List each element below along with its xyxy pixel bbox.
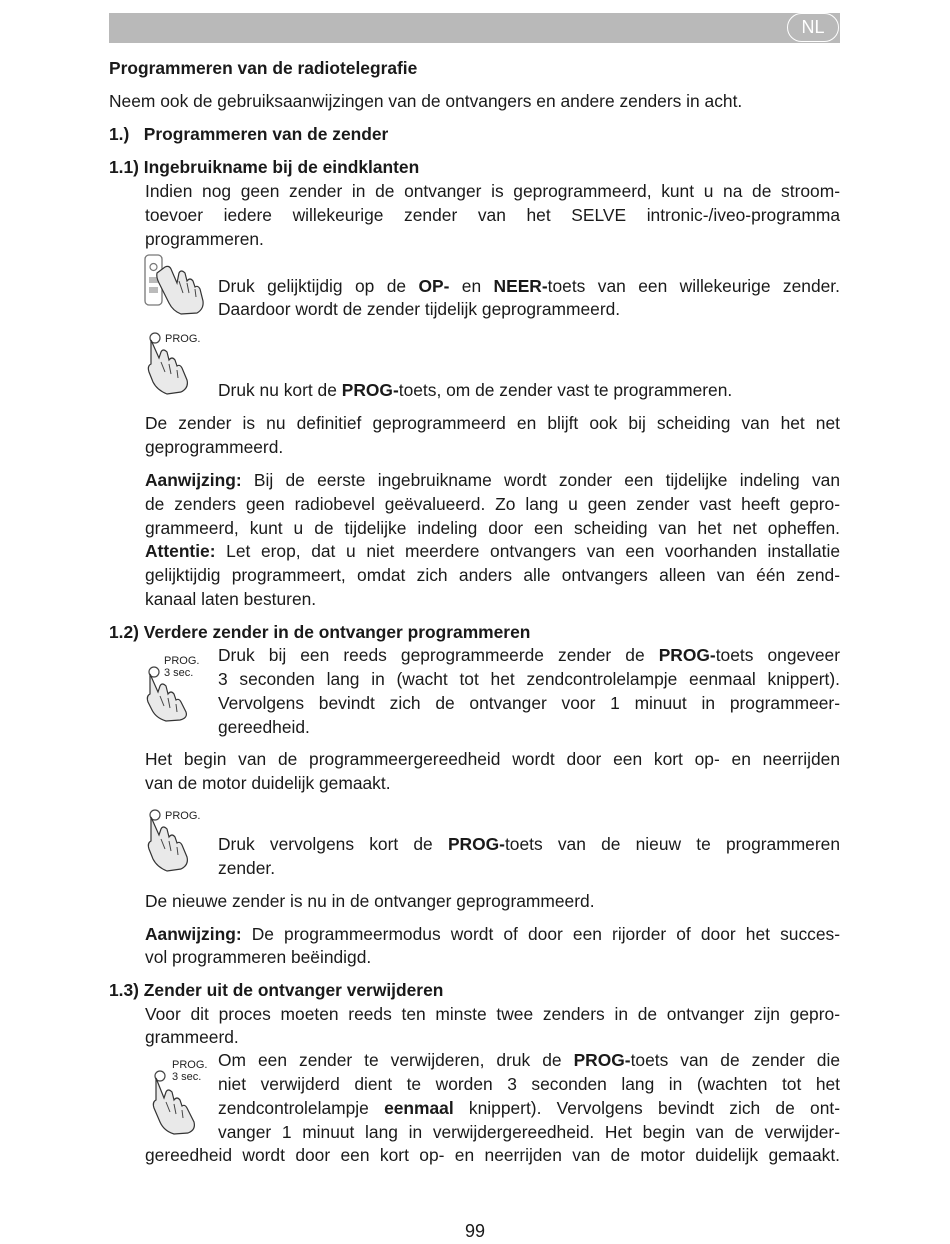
page-title: Programmeren van de radiotelegrafie: [109, 58, 418, 78]
s12-step1-line1: Druk bij een reeds geprogrammeerde zender de PROG-toets ongeveer: [218, 645, 840, 665]
section-1-2-heading: 1.2) Verdere zender in de ontvanger programmeren: [109, 622, 531, 642]
s11-step1-line1: Druk gelijktijdig op de OP- en NEER-toets van een willekeurige zender.: [218, 276, 840, 296]
prog-hand-icon: [145, 328, 211, 396]
page-number: 99: [464, 1221, 486, 1241]
hand-label: PROG.: [165, 333, 201, 345]
s12-step2-line1: Druk vervolgens kort de PROG-toets van de nieuw te programmeren: [218, 834, 840, 854]
s11-p2-line1: De zender is nu definitief geprogrammeerd en blijft ook bij scheiding van het net: [145, 413, 840, 433]
s12-p1-line1: Het begin van de programmeergereedheid wordt door een kort op- en neerrijden: [145, 749, 840, 769]
s13-p1-line1: Voor dit proces moeten reeds ten minste twee zenders in de ontvanger zijn gepro-: [145, 1004, 840, 1024]
hand-label-prog-2: PROG.: [172, 1059, 208, 1071]
hand-label-2: PROG.: [165, 810, 201, 822]
s11-attn-line2: gelijktijdig programmeert, omdat zich anders alle ontvangers alleen van één zend-: [145, 565, 840, 585]
s12-step1-line4: gereedheid.: [218, 717, 310, 737]
hand-label-duration: 3 sec.: [164, 667, 194, 679]
s11-p1-line2: toevoer iedere willekeurige zender van het SELVE intronic-/iveo-programma: [145, 205, 840, 225]
s13-step-line1: Om een zender te verwijderen, druk de PROG-toets van de zender die: [218, 1050, 840, 1070]
section-1-1-heading: 1.1) Ingebruikname bij de eindklanten: [109, 157, 420, 177]
s13-step-line3: zendcontrolelampje eenmaal knippert). Vervolgens bevindt zich de ont-: [218, 1098, 840, 1118]
header-bar: [109, 13, 840, 43]
s11-attn-line1: Attentie: Let erop, dat u niet meerdere ontvangers van een voorhanden installatie: [145, 541, 840, 561]
prog-hand-icon-2: [145, 805, 211, 873]
s12-step2-line2: zender.: [218, 858, 276, 878]
s11-step1-line2: Daardoor wordt de zender tijdelijk geprogrammeerd.: [218, 299, 621, 319]
section-1-heading: 1.) Programmeren van de zender: [109, 124, 389, 144]
s13-step-line2: niet verwijderd dient te worden 3 seconden lang in (wachten tot het: [218, 1074, 840, 1094]
hand-label-duration-2: 3 sec.: [172, 1071, 202, 1083]
s11-attn-line3: kanaal laten besturen.: [145, 589, 317, 609]
s11-note-line2: de zenders geen radiobevel geëvalueerd. Zo lang u geen zender vast heeft gepro-: [145, 494, 840, 514]
prog-3sec-hand-icon-2: [150, 1056, 216, 1136]
intro-text: Neem ook de gebruiksaanwijzingen van de ontvangers en andere zenders in acht.: [109, 91, 743, 111]
s13-p1-line2: grammeerd.: [145, 1027, 239, 1047]
section-1-3-heading: 1.3) Zender uit de ontvanger verwijderen: [109, 980, 444, 1000]
language-badge: NL: [787, 13, 839, 42]
s12-note-line1: Aanwijzing: De programmeermodus wordt of door een rijorder of door het succes-: [145, 924, 840, 944]
remote-hand-icon: [143, 253, 209, 315]
s11-step2-text: Druk nu kort de PROG-toets, om de zender vast te programmeren.: [218, 380, 733, 400]
s11-note-line3: grammeerd, kunt u de tijdelijke indeling door een scheiding van het net opheffen.: [145, 518, 840, 538]
s11-p1-line1: Indien nog geen zender in de ontvanger is geprogrammeerd, kunt u na de stroom-: [145, 181, 840, 201]
hand-label-prog: PROG.: [164, 655, 200, 667]
s13-step-line5: gereedheid wordt door een kort op- en neerrijden van de motor duidelijk gemaakt.: [145, 1145, 840, 1165]
prog-3sec-hand-icon: [144, 652, 210, 722]
s11-note-line1: Aanwijzing: Bij de eerste ingebruikname wordt zonder een tijdelijke indeling van: [145, 470, 840, 490]
s12-step1-line3: Vervolgens bevindt zich de ontvanger voor 1 minuut in programmeer-: [218, 693, 840, 713]
s13-step-line4: vanger 1 minuut lang in verwijdergereedheid. Het begin van de verwijder-: [218, 1122, 840, 1142]
s11-p2-line2: geprogrammeerd.: [145, 437, 284, 457]
s11-p1-line3: programmeren.: [145, 229, 264, 249]
s12-p1-line2: van de motor duidelijk gemaakt.: [145, 773, 391, 793]
s12-step1-line2: 3 seconden lang in (wacht tot het zendcontrolelampje eenmaal knippert).: [218, 669, 840, 689]
s12-note-line2: vol programmeren beëindigd.: [145, 947, 372, 967]
s12-p2: De nieuwe zender is nu in de ontvanger geprogrammeerd.: [145, 891, 595, 911]
